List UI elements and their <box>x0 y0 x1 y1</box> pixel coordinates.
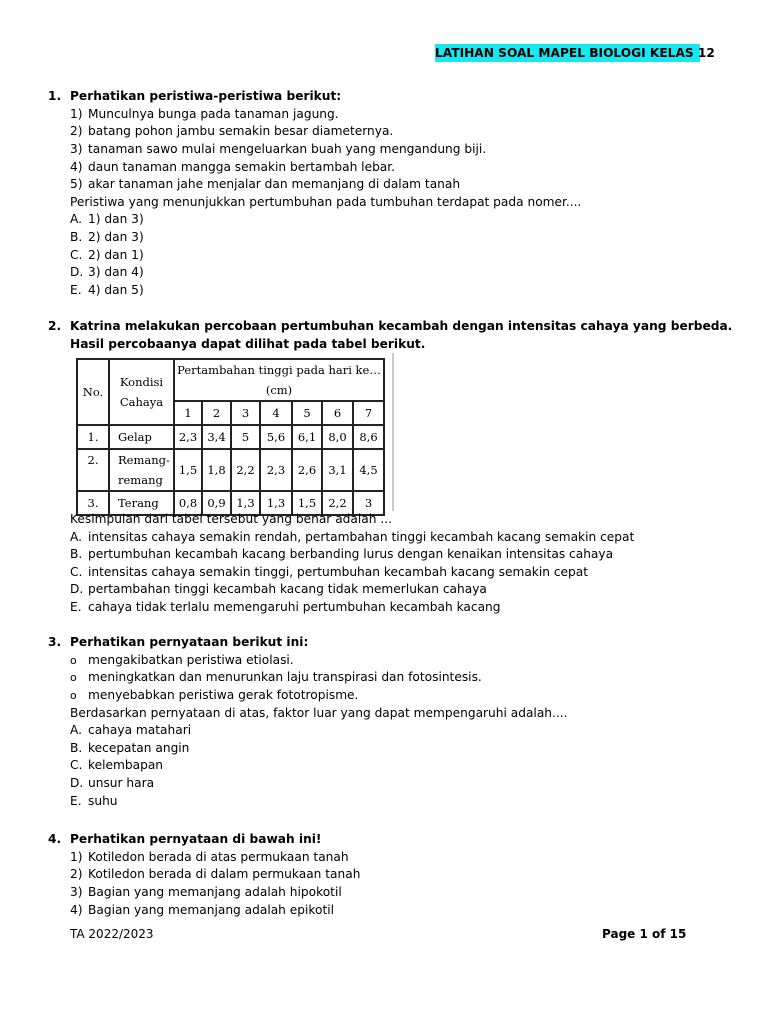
table-row: 1. Gelap 2,3 3,4 5 5,6 6,1 8,0 8,6 <box>77 425 384 449</box>
question-1 <box>40 88 698 299</box>
list-item: 1) Munculnya bunga pada tanaman jagung. <box>70 106 339 121</box>
list-item: o mengakibatkan peristiwa etiolasi. <box>40 652 698 670</box>
question-prompt: Perhatikan pernyataan berikut ini: <box>70 635 309 649</box>
answer-option: D. unsur hara <box>70 775 155 790</box>
answer-option: C. 2) dan 1) <box>70 247 144 262</box>
list-item: o meningkatkan dan menurunkan laju transpirasi dan fotosintesis. <box>40 669 698 687</box>
bullet-icon: o <box>70 671 77 685</box>
question-number: 2. <box>48 319 62 333</box>
question-text: Peristiwa yang menunjukkan pertumbuhan pada tumbuhan terdapat pada nomer.... <box>70 194 582 209</box>
question-3 <box>40 634 698 810</box>
list-item: 2) Kotiledon berada di dalam permukaan tanah <box>70 867 361 882</box>
bullet-icon: o <box>70 653 77 667</box>
answer-option: E. suhu <box>70 793 118 808</box>
document-header-title: LATIHAN SOAL MAPEL BIOLOGI KELAS 12 <box>435 46 715 60</box>
list-item: 3) tanaman sawo mulai mengeluarkan buah yang mengandung biji. <box>70 141 487 156</box>
answer-option: B. 2) dan 3) <box>70 229 144 244</box>
answer-option: B. kecepatan angin <box>70 740 190 755</box>
answer-option: A. intensitas cahaya semakin rendah, pertambahan tinggi kecambah kacang semakin cepat <box>70 529 635 544</box>
question-number: 3. <box>48 635 62 649</box>
list-item: 3) Bagian yang memanjang adalah hipokotil <box>70 884 342 899</box>
list-item: 4) Bagian yang memanjang adalah epikotil <box>70 902 335 917</box>
question-prompt: Katrina melakukan percobaan pertumbuhan kecambah dengan intensitas cahaya yang berbeda. <box>70 319 733 333</box>
day-header: 4 <box>260 401 292 425</box>
answer-option: E. 4) dan 5) <box>70 282 144 297</box>
answer-option: A. 1) dan 3) <box>70 212 144 227</box>
day-header: 7 <box>353 401 384 425</box>
growth-table-image <box>72 353 394 511</box>
list-item: 1) Kotiledon berada di atas permukaan tanah <box>70 849 349 864</box>
footer-page-number: Page 1 of 15 <box>602 927 687 941</box>
table-row: 2. Remang- remang 1,5 1,8 2,2 2,3 2,6 3,1 4,5 <box>77 449 384 491</box>
footer-year: TA 2022/2023 <box>70 927 154 941</box>
answer-option: C. intensitas cahaya semakin tinggi, pertumbuhan kecambah kacang semakin cepat <box>70 564 589 579</box>
question-text: Berdasarkan pernyataan di atas, faktor luar yang dapat mempengaruhi adalah.... <box>70 705 568 720</box>
answer-option: B. pertumbuhan kecambah kacang berbanding lurus dengan kenaikan intensitas cahaya <box>70 547 614 562</box>
list-item: o menyebabkan peristiwa gerak fototropisme. <box>40 687 698 705</box>
question-number: 4. <box>48 832 62 846</box>
list-item: 5) akar tanaman jahe menjalar dan memanjang di dalam tanah <box>70 177 461 192</box>
day-header: 5 <box>292 401 322 425</box>
question-2 <box>40 318 733 353</box>
growth-table <box>76 358 385 516</box>
answer-option: D. 3) dan 4) <box>70 265 144 280</box>
question-2-answers <box>40 511 698 617</box>
question-prompt-continued: Hasil percobaanya dapat dilihat pada tabel berikut. <box>70 336 426 351</box>
question-number: 1. <box>48 89 62 103</box>
day-header: 1 <box>174 401 202 425</box>
header-no: No. <box>77 359 109 425</box>
bullet-icon: o <box>70 688 77 702</box>
day-header: 6 <box>322 401 353 425</box>
list-item: 4) daun tanaman mangga semakin bertambah lebar. <box>70 159 396 174</box>
answer-option: E. cahaya tidak terlalu memengaruhi pertumbuhan kecambah kacang <box>70 599 501 614</box>
question-prompt: Perhatikan pernyataan di bawah ini! <box>70 832 322 846</box>
day-header: 3 <box>231 401 260 425</box>
answer-option: C. kelembapan <box>70 758 164 773</box>
table-row: 3. Terang 0,8 0,9 1,3 1,3 1,5 2,2 3 <box>77 491 384 515</box>
header-pertambahan: Pertambahan tinggi pada hari ke… (cm) <box>174 359 384 401</box>
list-item: 2) batang pohon jambu semakin besar diameternya. <box>70 124 394 139</box>
day-header: 2 <box>202 401 231 425</box>
question-text: Kesimpulan dari tabel tersebut yang benar adalah ... <box>70 512 392 526</box>
answer-option: A. cahaya matahari <box>70 723 192 738</box>
answer-option: D. pertambahan tinggi kecambah kacang tidak memerlukan cahaya <box>70 582 487 597</box>
header-kondisi: Kondisi Cahaya <box>109 359 174 425</box>
question-prompt: Perhatikan peristiwa-peristiwa berikut: <box>70 89 342 103</box>
question-4 <box>40 831 698 919</box>
